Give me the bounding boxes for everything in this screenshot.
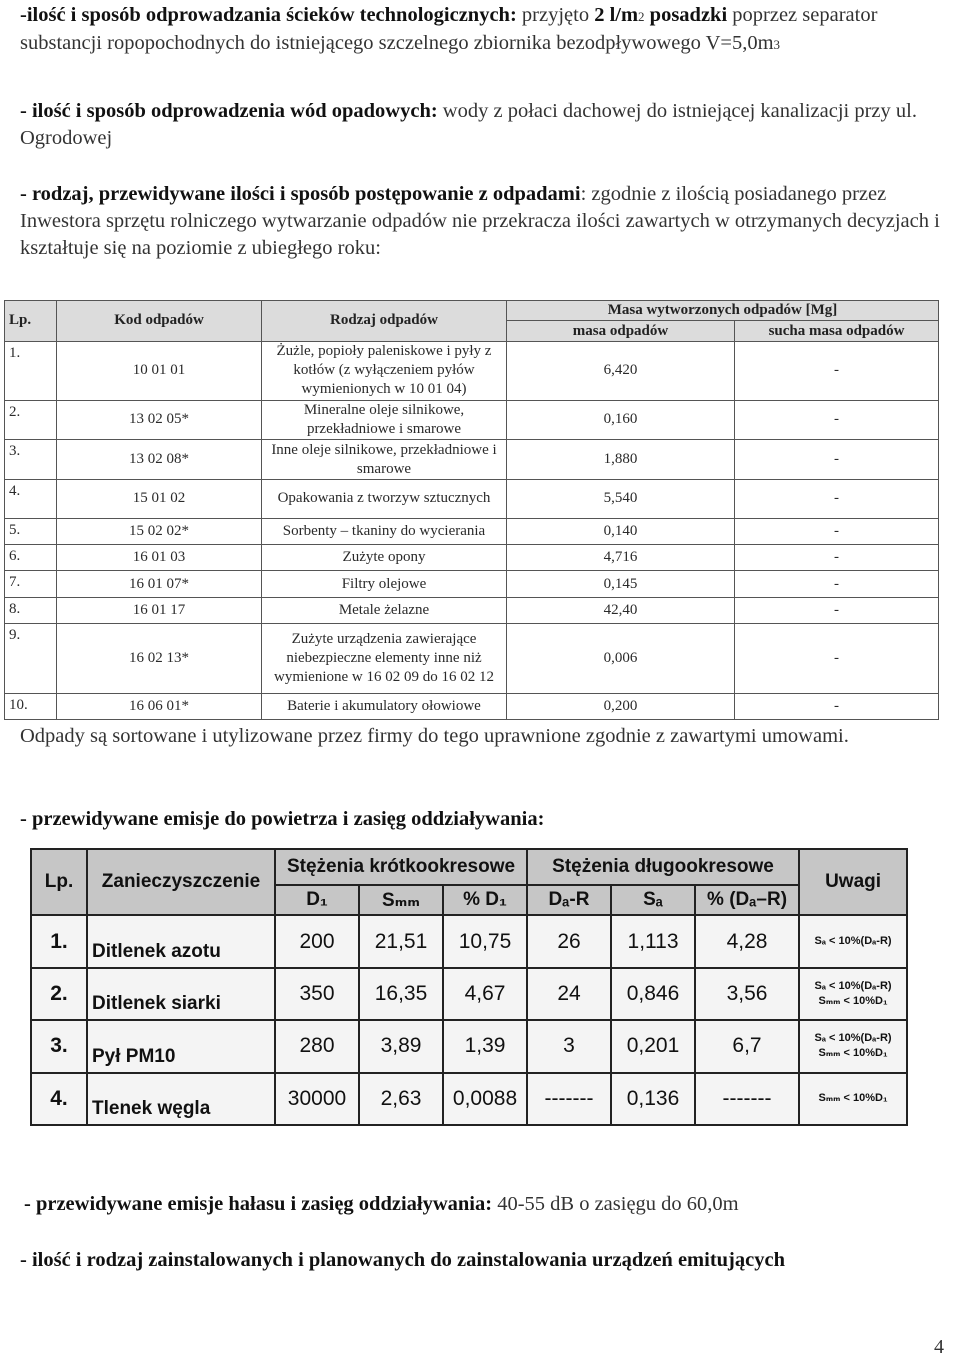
header-mass-group: Masa wytworzonych odpadów [Mg]: [507, 301, 939, 321]
row-lp: 7.: [5, 571, 57, 597]
emis-row-smm: 21,51: [359, 915, 443, 967]
row-dry-mass: -: [735, 341, 939, 400]
emis-row-lp: 2.: [31, 968, 87, 1020]
heading-air-emissions: - przewidywane emisje do powietrza i zasięg oddziaływania:: [20, 808, 545, 830]
emis-row-d1: 350: [275, 968, 359, 1020]
paragraph-waste: - rodzaj, przewidywane ilości i sposób postępowanie z odpadami: zgodnie z ilością posiadanego przez Inwestora sprzętu rolniczego wytwarzanie odpadów nie przekracza ilości zawartych w otrzymanych decyzjach i kształtuje się na poziomie z ubiegłego roku:: [20, 183, 940, 259]
note-line: Sₐ < 10%(Dₐ-R): [814, 935, 892, 948]
emis-row-pollutant: Pył PM10: [87, 1020, 275, 1072]
row-kind: Opakowania z tworzyw sztucznych: [262, 479, 507, 518]
row-mass: 4,716: [507, 545, 735, 571]
emis-row-pd1: 10,75: [443, 915, 527, 967]
emis-row-dar: -------: [527, 1073, 611, 1125]
row-lp: 5.: [5, 518, 57, 544]
row-kind: Filtry olejowe: [262, 571, 507, 597]
emis-row-dar: 26: [527, 915, 611, 967]
table-row: [31, 1020, 907, 1072]
emis-row-notes: [799, 915, 907, 967]
row-kind: Baterie i akumulatory ołowiowe: [262, 693, 507, 719]
waste-table: [4, 300, 939, 720]
emis-header-sa: Sₐ: [611, 885, 695, 915]
emis-row-dar: 24: [527, 968, 611, 1020]
row-dry-mass: -: [735, 571, 939, 597]
row-kind: Zużyte opony: [262, 545, 507, 571]
table-row: [5, 597, 939, 623]
row-kind: Metale żelazne: [262, 597, 507, 623]
emis-row-lp: 1.: [31, 915, 87, 967]
emis-row-pdar: 3,56: [695, 968, 799, 1020]
emis-header-pollutant: Zanieczyszczenie: [87, 849, 275, 915]
row-mass: 6,420: [507, 341, 735, 400]
emis-row-notes: [799, 968, 907, 1020]
table-row: [5, 518, 939, 544]
row-mass: 1,880: [507, 440, 735, 480]
paragraph-noise: - przewidywane emisje hałasu i zasięg oddziaływania: 40-55 dB o zasięgu do 60,0m: [24, 1193, 739, 1215]
emis-row-sa: 0,201: [611, 1020, 695, 1072]
emis-row-sa: 0,846: [611, 968, 695, 1020]
paragraph-emitting-devices: - ilość i rodzaj zainstalowanych i planowanych do zainstalowania urządzeń emitujących: [20, 1249, 785, 1271]
note-line: Sₘₘ < 10%D₁: [818, 1047, 888, 1060]
table-row: [5, 693, 939, 719]
row-code: 16 06 01*: [57, 693, 262, 719]
row-code: 16 01 07*: [57, 571, 262, 597]
table-row: [5, 400, 939, 440]
row-dry-mass: -: [735, 400, 939, 440]
row-mass: 5,540: [507, 479, 735, 518]
row-mass: 0,006: [507, 624, 735, 693]
paragraph-sorting: Odpady są sortowane i utylizowane przez firmy do tego uprawnione zgodnie z zawartymi umowami.: [20, 725, 849, 747]
row-dry-mass: -: [735, 693, 939, 719]
row-code: 13 02 05*: [57, 400, 262, 440]
emis-header-smm: Sₘₘ: [359, 885, 443, 915]
table-row: [5, 341, 939, 400]
emis-header-pdar: % (Dₐ–R): [695, 885, 799, 915]
emis-row-pd1: 1,39: [443, 1020, 527, 1072]
row-kind: Zużyte urządzenia zawierające niebezpieczne elementy inne niż wymienione w 16 02 09 do 16 02 12: [262, 624, 507, 693]
row-dry-mass: -: [735, 545, 939, 571]
emis-row-smm: 16,35: [359, 968, 443, 1020]
row-mass: 0,200: [507, 693, 735, 719]
row-lp: 1.: [5, 341, 57, 400]
emis-row-sa: 0,136: [611, 1073, 695, 1125]
waste-table-body: [5, 341, 939, 719]
emis-row-d1: 200: [275, 915, 359, 967]
emissions-table-body: [31, 915, 907, 1125]
row-dry-mass: -: [735, 479, 939, 518]
row-code: 16 01 03: [57, 545, 262, 571]
row-lp: 10.: [5, 693, 57, 719]
header-dry-mass: sucha masa odpadów: [735, 321, 939, 341]
row-kind: Mineralne oleje silnikowe, przekładniowe i smarowe: [262, 400, 507, 440]
paragraph-technological-sewage: -ilość i sposób odprowadzania ścieków technologicznych: przyjęto 2 l/m2 posadzki poprzez separator substancji ropopochodnych do istniejącego szczelnego zbiornika bezodpływowego V=5,0m3: [20, 4, 878, 54]
row-mass: 0,160: [507, 400, 735, 440]
emis-header-short: Stężenia krótkookresowe: [275, 849, 527, 885]
row-mass: 42,40: [507, 597, 735, 623]
note-line: Sₐ < 10%(Dₐ-R): [814, 980, 892, 993]
row-mass: 0,140: [507, 518, 735, 544]
row-code: 16 01 17: [57, 597, 262, 623]
row-code: 10 01 01: [57, 341, 262, 400]
row-code: 15 01 02: [57, 479, 262, 518]
row-lp: 3.: [5, 440, 57, 480]
note-line: Sₐ < 10%(Dₐ-R): [814, 1032, 892, 1045]
paragraph-rainwater: - ilość i sposób odprowadzenia wód opadowych: wody z połaci dachowej do istniejącej kanalizacji przy ul. Ogrodowej: [20, 100, 917, 149]
header-mass: masa odpadów: [507, 321, 735, 341]
table-row: [31, 1073, 907, 1125]
emis-row-smm: 3,89: [359, 1020, 443, 1072]
header-lp: Lp.: [5, 301, 57, 342]
emis-header-long: Stężenia długookresowe: [527, 849, 799, 885]
row-code: 16 02 13*: [57, 624, 262, 693]
emis-row-pollutant: Ditlenek siarki: [87, 968, 275, 1020]
row-kind: Żużle, popioły paleniskowe i pyły z kotłów (z wyłączeniem pyłów wymienionych w 10 01 04): [262, 341, 507, 400]
table-row: [5, 571, 939, 597]
table-row: [31, 968, 907, 1020]
row-kind: Inne oleje silnikowe, przekładniowe i smarowe: [262, 440, 507, 480]
header-kind: Rodzaj odpadów: [262, 301, 507, 342]
row-lp: 8.: [5, 597, 57, 623]
emis-header-lp: Lp.: [31, 849, 87, 915]
header-code: Kod odpadów: [57, 301, 262, 342]
row-dry-mass: -: [735, 624, 939, 693]
emis-row-pd1: 0,0088: [443, 1073, 527, 1125]
note-line: Sₘₘ < 10%D₁: [818, 1092, 888, 1105]
row-lp: 2.: [5, 400, 57, 440]
emis-row-pollutant: Ditlenek azotu: [87, 915, 275, 967]
row-lp: 9.: [5, 624, 57, 693]
row-code: 13 02 08*: [57, 440, 262, 480]
emis-row-notes: [799, 1073, 907, 1125]
row-lp: 6.: [5, 545, 57, 571]
emis-row-pdar: 6,7: [695, 1020, 799, 1072]
row-lp: 4.: [5, 479, 57, 518]
emis-row-smm: 2,63: [359, 1073, 443, 1125]
table-row: [5, 624, 939, 693]
emis-row-pollutant: Tlenek węgla: [87, 1073, 275, 1125]
row-dry-mass: -: [735, 597, 939, 623]
emis-row-d1: 30000: [275, 1073, 359, 1125]
table-row: [5, 479, 939, 518]
emis-row-pd1: 4,67: [443, 968, 527, 1020]
table-row: [31, 915, 907, 967]
emis-row-sa: 1,113: [611, 915, 695, 967]
page-number: 4: [934, 1336, 944, 1358]
emis-header-dar: Dₐ-R: [527, 885, 611, 915]
emis-header-pd1: % D₁: [443, 885, 527, 915]
row-dry-mass: -: [735, 440, 939, 480]
emis-row-lp: 4.: [31, 1073, 87, 1125]
emis-row-pdar: -------: [695, 1073, 799, 1125]
row-kind: Sorbenty – tkaniny do wycierania: [262, 518, 507, 544]
emis-row-lp: 3.: [31, 1020, 87, 1072]
row-mass: 0,145: [507, 571, 735, 597]
table-row: [5, 440, 939, 480]
emis-row-notes: [799, 1020, 907, 1072]
emis-row-pdar: 4,28: [695, 915, 799, 967]
emis-header-d1: D₁: [275, 885, 359, 915]
emis-row-d1: 280: [275, 1020, 359, 1072]
note-line: Sₘₘ < 10%D₁: [818, 995, 888, 1008]
row-code: 15 02 02*: [57, 518, 262, 544]
table-row: [5, 545, 939, 571]
emis-header-notes: Uwagi: [799, 849, 907, 915]
emis-row-dar: 3: [527, 1020, 611, 1072]
row-dry-mass: -: [735, 518, 939, 544]
emissions-table: [30, 848, 908, 1126]
